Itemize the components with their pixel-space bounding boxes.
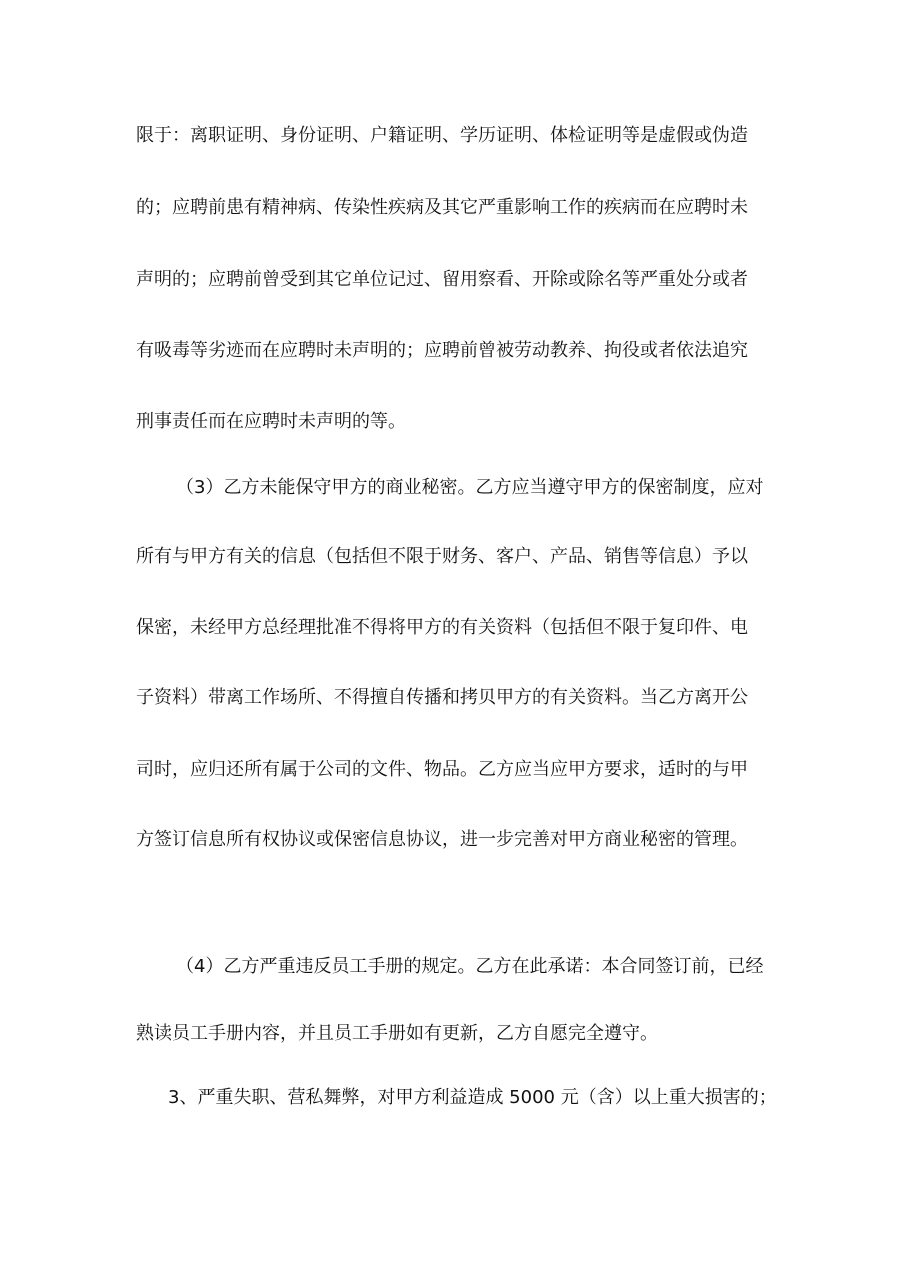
- clause-3-line: 3、严重失职、营私舞弊，对甲方利益造成 5000 元（含）以上重大损害的；: [168, 1087, 777, 1108]
- text-line: 保密，未经甲方总经理批准不得将甲方的有关资料（包括但不限于复印件、电: [136, 617, 748, 638]
- paragraph-3-start: （3）乙方未能保守甲方的商业秘密。乙方应当遵守甲方的保密制度，应对: [176, 477, 764, 498]
- text-line: 所有与甲方有关的信息（包括但不限于财务、客户、产品、销售等信息）予以: [136, 546, 748, 567]
- text-line: 有吸毒等劣迹而在应聘时未声明的；应聘前曾被劳动教养、拘役或者依法追究: [136, 340, 748, 361]
- paragraph-4-start: （4）乙方严重违反员工手册的规定。乙方在此承诺：本合同签订前，已经: [176, 956, 764, 977]
- text-line: 熟读员工手册内容，并且员工手册如有更新，乙方自愿完全遵守。: [136, 1023, 658, 1044]
- text-line: 声明的；应聘前曾受到其它单位记过、留用察看、开除或除名等严重处分或者: [136, 269, 748, 290]
- text-line: 限于：离职证明、身份证明、户籍证明、学历证明、体检证明等是虚假或伪造: [136, 125, 748, 146]
- text-line: 子资料）带离工作场所、不得擅自传播和拷贝甲方的有关资料。当乙方离开公: [136, 687, 748, 708]
- text-line: 方签订信息所有权协议或保密信息协议，进一步完善对甲方商业秘密的管理。: [136, 829, 748, 850]
- text-line: 刑事责任而在应聘时未声明的等。: [136, 411, 406, 432]
- text-line: 司时，应归还所有属于公司的文件、物品。乙方应当应甲方要求，适时的与甲: [136, 759, 748, 780]
- text-line: 的；应聘前患有精神病、传染性疾病及其它严重影响工作的疾病而在应聘时未: [136, 197, 748, 218]
